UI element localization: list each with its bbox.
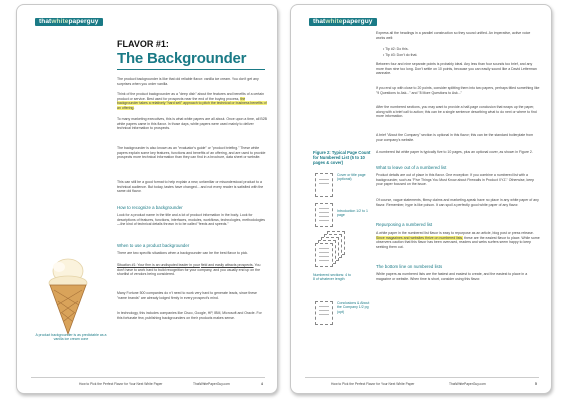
subheading: Repurposing a numbered list [376,222,433,227]
paragraph: The backgrounder is also known as an "evaluator's guide" or "product briefing." These white papers explain some key features, functions and benefits of an offering, and are used to provide prospects more technical information than they can find in a brochure, data sheet or website. [117,146,266,160]
footer-rule [31,377,265,378]
figure-label-intro: Introduction 1/2 to 1 page [337,209,368,218]
page-title: The Backgrounder [117,50,247,67]
paragraph: Think of the product backgrounder as a "deep dish" about the features and benefits of a certain product or service. Best used for prospects near the end of the buying process, the backgrounder takes a relatively "hard sell" approach to pitch the technical or business benefits of an offering. [117,92,267,111]
figure-label-numbered: Numbered sections: 4 to 8 of whatever length [313,273,351,282]
paragraph: The product backgrounder is like that old reliable flavor: vanilla ice cream. You don't get any surprises when you order vanilla. [117,77,259,86]
subheading: The bottom line on numbered lists [376,264,443,269]
paragraph: A numbered list white paper is typically five to 10 pages, plus an optional cover, as shown in Figure 2. [376,150,533,154]
highlighted-text: the backgrounder takes a relatively "hard sell" approach to pitch the technical or business benefits of an offering. [117,96,267,111]
right-page [290,4,552,394]
paragraph: A white paper in the numbered list flavor is easy to repurpose as an article, blog post or press release. Since magazines and websites thrive on numbered lists, these are the easiest flavor to place. While some observers caution that this flavor has been overused, readers and webs surfers seem happy to keep seeking them out. [376,231,540,250]
paragraph: A brief "About the Company" section is optional in this flavor; this can be the standard boilerplate from your company's website. [376,133,534,142]
paragraph: White papers as numbered lists are the fastest and easiest to create, and the easiest to place in a magazine or website. When time is short, consider using this flavor. [376,272,528,281]
title-rule [117,69,265,70]
brand-logo: thatwhitepaperguy [35,18,103,26]
page-number: 4 [261,382,263,386]
intro-page-sheet [315,203,333,227]
paragraph: There are two specific situations when a backgrounder can be the best flavor to pick. [117,251,249,255]
subheading: What to leave out of a numbered list [376,165,447,170]
figure-title: Figure 2: Typical Page Count for Numbered List (5 to 10 pages & cover) [313,150,371,165]
paragraph: Between four and nine separate points is probably ideal. Any less than four sounds too brief, and any more than nine too long. Don't settle on 10 points, because you can easily sound like a David Letterman wannabe. [376,62,537,76]
flavor-heading: FLAVOR #1: [117,39,169,49]
paragraph: Situation #1: Your firm is an undisputed leader in your field and easily attracts prospects. You don't have to work hard to build recognition for your company, and you usually end up on the shortlist of vendors being considered. [117,263,261,277]
page-number: 5 [535,382,537,386]
numbered-page-sheet [315,243,333,267]
conclusion-page-sheet [315,301,333,325]
cover-page-sheet [315,173,333,197]
figure-label-conclusion: Conclusions & About the Company 1/2 pg (opt) [337,301,370,314]
paragraph: After the numbered sections, you may want to provide a half-page conclusion that wraps up the paper, along with a brief call to action; this can be a single sentence describing what to do next or where to find more information. [376,105,537,119]
footer-title: How to Pick the Perfect Flavor for Your Next White Paper [79,382,163,386]
footer-site: ThatWhitePaperGuy.com [193,382,230,386]
paragraph: This can still be a good format to help explain a new, unfamiliar or misunderstood product to a technical audience. But today, tastes have changed... and not every reader is satisfied with the same old flavor. [117,180,264,194]
image-caption: A product backgrounder is as predictable as a vanilla ice cream cone [35,333,107,342]
footer-site: ThatWhitePaperGuy.com [449,382,486,386]
tip-item: • Tip #2: Do this. [383,47,409,51]
paragraph: To many marketing executives, this is what white papers are all about. Once upon a time, all B2B white papers came in this flavor. In those days, white papers were used mainly to deliver technical information to prospects. [117,117,267,131]
paragraph: In technology, this includes companies like Cisco, Google, HP, IBM, Microsoft and Oracle. For this fortunate few, publishing backgrounders on their products makes sense. [117,311,262,320]
paragraph: Express all the headings in a parallel construction so they sound unified. An imperative, active voice works well: [376,31,531,40]
tip-item: • Tip #3: Don't do that. [383,53,418,57]
paragraph: Product details are out of place in this flavor. One exception: If you combine a numbered list with a backgrounder, such as "Five Things You Must Know about Firewalls in Product XYZ." Otherwise, keep your paper focused on the issue. [376,173,535,187]
ice-cream-cone-image [39,257,97,335]
footer-title: How to Pick the Perfect Flavor for Your Next White Paper [331,382,415,386]
paragraph: Look for a product name in the title and a lot of product information in the body. Look for descriptions of features, functions, interfaces, modules, workflows, technologies, methodologies—the kind of technical details thrown in to be called "feeds and speeds." [117,213,266,227]
highlighted-text: Since magazines and websites thrive on numbered lists, [376,235,464,240]
paragraph: If you end up with close to 20 points, consider splitting them into two papers, perhaps titled something like "9 Questions to Ask..." and "8 More Questions to Ask..." [376,86,540,95]
brand-logo: thatwhitepaperguy [309,18,377,26]
paragraph: Of course, vague statements, flimsy claims and marketing-speak have no place in any white paper of any flavor. Remember, hype is like poison. It can spoil a perfectly good white paper of any flavor. [376,198,539,207]
footer-rule [305,377,539,378]
paragraph: Many Fortune 500 companies do n't need to work very hard to generate leads, since these "name brands" are already lodged firmly in every prospect's mind. [117,291,257,300]
subheading: How to recognize a backgrounder [117,205,183,210]
figure-label-cover: Cover or title page (optional) [337,173,366,182]
subheading: When to use a product backgrounder [117,243,190,248]
left-page [16,4,278,394]
